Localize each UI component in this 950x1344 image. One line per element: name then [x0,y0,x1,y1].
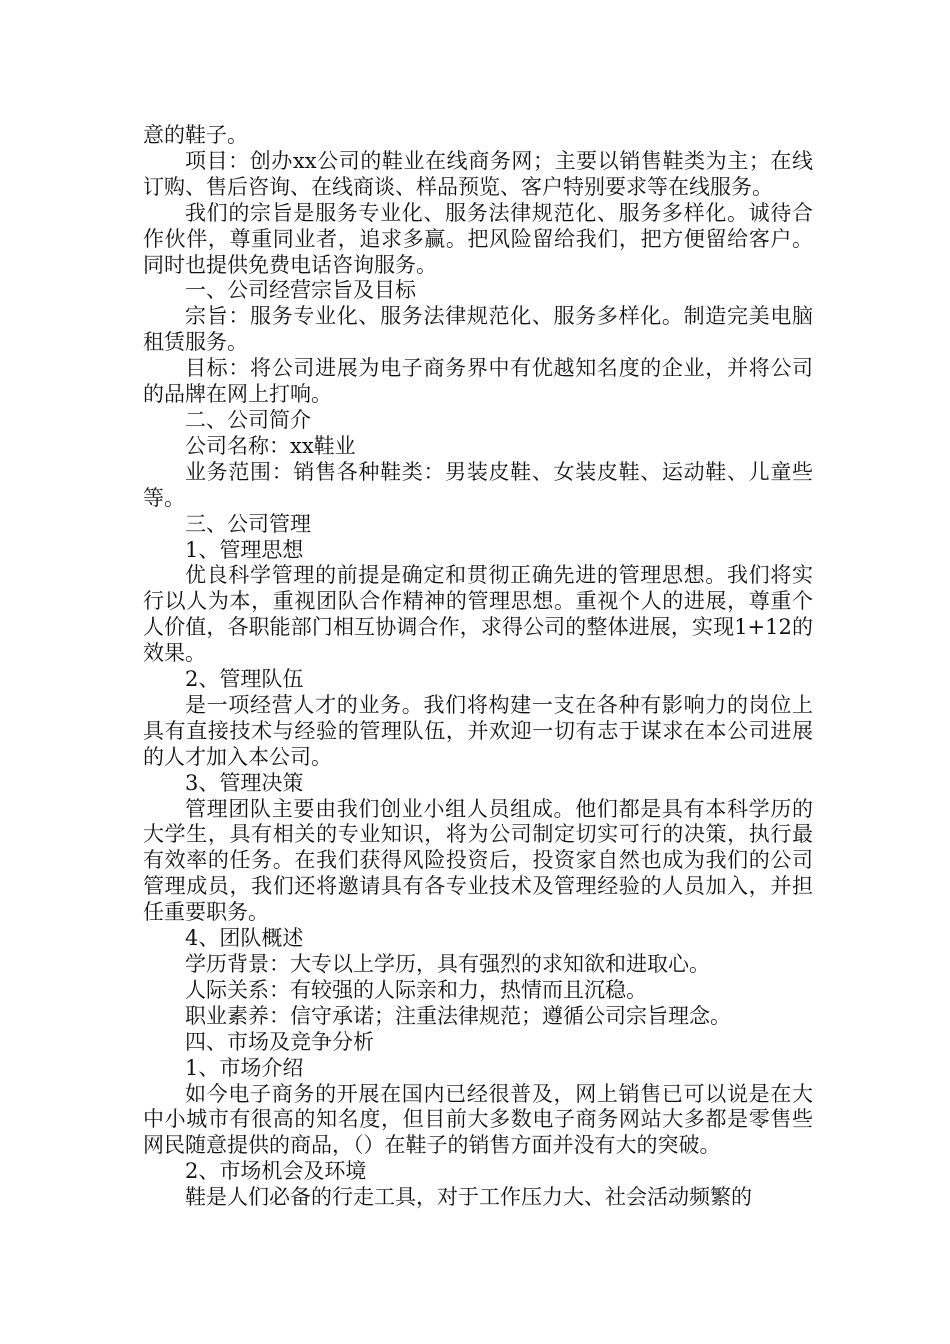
document-page [143,123,813,1211]
subsection-heading: 2、管理队伍 [185,667,304,692]
subsection-heading: 1、管理思想 [185,537,304,562]
section-heading: 三、公司管理 [185,511,311,536]
subsection-heading: 2、市场机会及环境 [185,1159,367,1184]
section-heading: 二、公司简介 [185,407,311,432]
paragraph: 目标：将公司进展为电子商务界中有优越知名度的企业，并将公司的品牌在网上打响。 [143,356,813,407]
paragraph: 是一项经营人才的业务。我们将构建一支在各种有影响力的岗位上具有直接技术与经验的管理队伍，并欢迎一切有志于谋求在本公司进展的人才加入本公司。 [143,692,813,769]
paragraph: 项目：创办xx公司的鞋业在线商务网；主要以销售鞋类为主；在线订购、售后咨询、在线商谈、样品预览、客户特别要求等在线服务。 [143,148,813,199]
paragraph: 优良科学管理的前提是确定和贯彻正确先进的管理思想。我们将实行以人为本，重视团队合作精神的管理思想。重视个人的进展，尊重个人价值，各职能部门相互协调合作，求得公司的整体进展，实现1+12的效果。 [143,563,813,666]
paragraph: 鞋是人们必备的行走工具，对于工作压力大、社会活动频繁的 [185,1185,752,1210]
section-heading: 一、公司经营宗旨及目标 [185,278,416,303]
section-heading: 四、市场及竞争分析 [185,1029,374,1054]
paragraph: 业务范围：销售各种鞋类：男装皮鞋、女装皮鞋、运动鞋、儿童些等。 [143,459,813,510]
paragraph: 如今电子商务的开展在国内已经很普及，网上销售已可以说是在大中小城市有很高的知名度，但目前大多数电子商务网站大多都是零售些网民随意提供的商品，（）在鞋子的销售方面并没有大的突破。 [143,1081,813,1158]
paragraph: 学历背景：大专以上学历，具有强烈的求知欲和进取心。 [185,952,710,976]
paragraph: 公司名称：xx鞋业 [185,433,356,458]
paragraph: 意的鞋子。 [143,123,248,147]
paragraph: 人际关系：有较强的人际亲和力，热情而且沉稳。 [185,977,647,1002]
subsection-heading: 3、管理决策 [185,770,304,795]
paragraph: 管理团队主要由我们创业小组人员组成。他们都是具有本科学历的大学生，具有相关的专业知识，将为公司制定切实可行的决策，执行最有效率的任务。在我们获得风险投资后，投资家自然也成为我们的公司管理成员，我们还将邀请具有各专业技术及管理经验的人员加入，并担任重要职务。 [143,796,813,925]
paragraph: 我们的宗旨是服务专业化、服务法律规范化、服务多样化。诚待合作伙伴，尊重同业者，追求多赢。把风险留给我们，把方便留给客户。同时也提供免费电话咨询服务。 [143,200,813,277]
paragraph: 宗旨：服务专业化、服务法律规范化、服务多样化。制造完美电脑租赁服务。 [143,304,813,355]
paragraph: 职业素养：信守承诺；注重法律规范；遵循公司宗旨理念。 [185,1003,731,1028]
subsection-heading: 4、团队概述 [185,926,304,951]
subsection-heading: 1、市场介绍 [185,1055,304,1080]
